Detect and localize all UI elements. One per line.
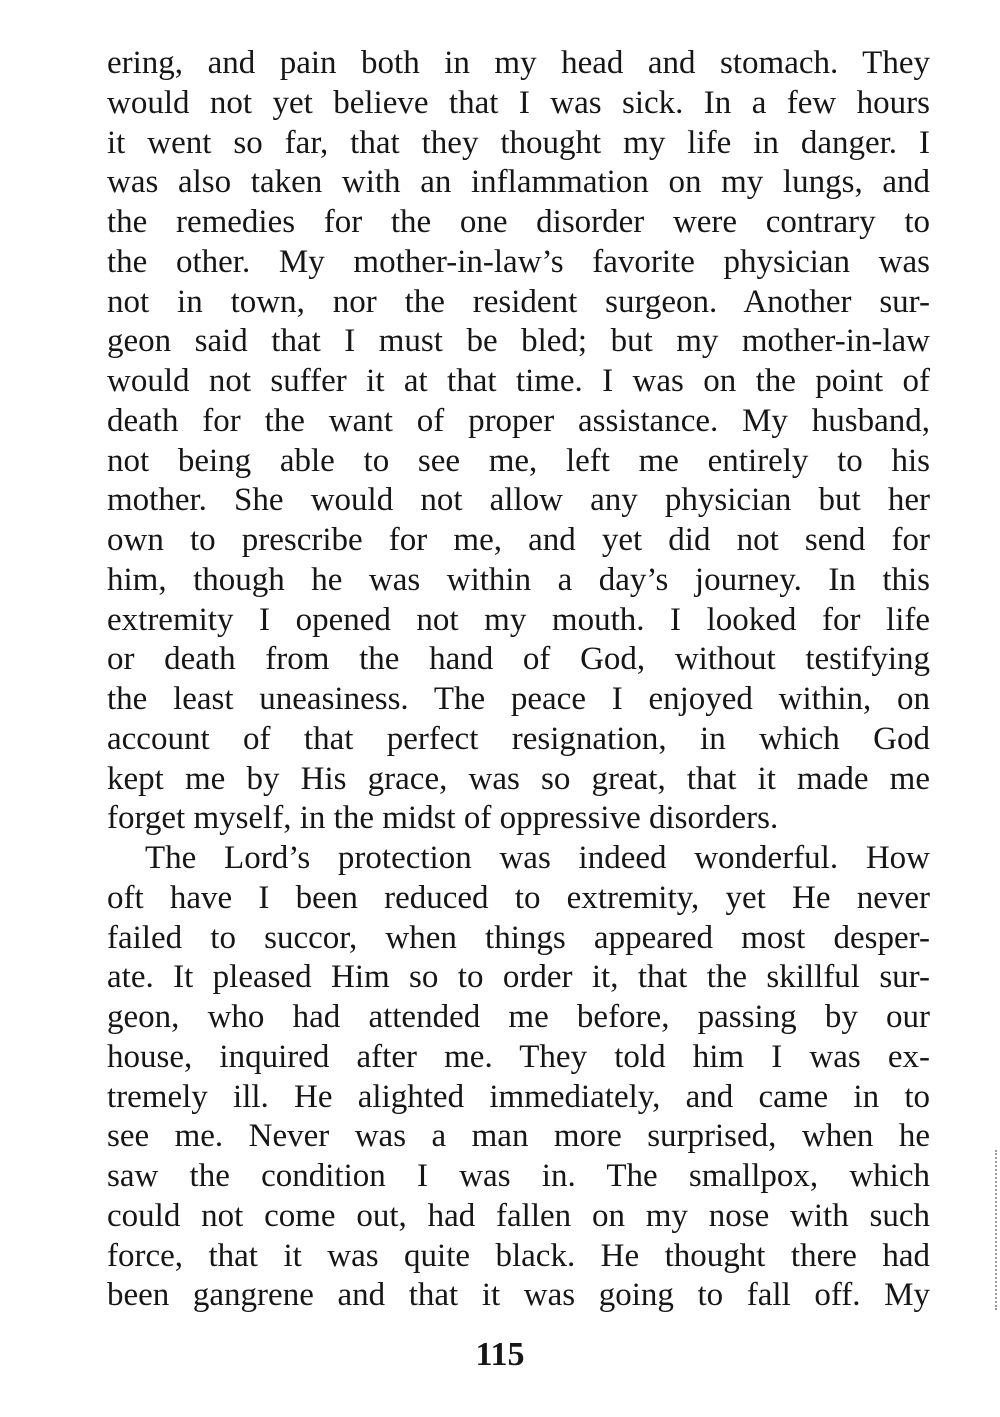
text-line: ate. It pleased Him so to order it, that the skillful sur-: [107, 959, 930, 996]
text-line: oft have I been reduced to extremity, yet He never: [107, 879, 930, 916]
text-line: force, that it was quite black. He thought there had: [107, 1237, 930, 1274]
text-line: tremely ill. He alighted immediately, and came in to: [107, 1078, 930, 1115]
text-line: or death from the hand of God, without testifying: [107, 641, 930, 678]
text-line: could not come out, had fallen on my nose with such: [107, 1197, 930, 1234]
text-line: the remedies for the one disorder were contrary to: [107, 204, 930, 240]
text-line: failed to succor, when things appeared most desper-: [107, 919, 930, 956]
text-line: was also taken with an inflammation on my lungs, and: [107, 164, 930, 201]
text-line: see me. Never was a man more surprised, when he: [107, 1118, 930, 1155]
text-line: would not suffer it at that time. I was on the point of: [107, 363, 930, 399]
text-line: him, though he was within a day’s journey. In this: [107, 561, 930, 598]
text-line: it went so far, that they thought my life in danger. I: [107, 124, 930, 161]
text-line: mother. She would not allow any physician but her: [107, 482, 930, 519]
text-line: ering, and pain both in my head and stomach. They: [107, 45, 930, 81]
text-line: forget myself, in the midst of oppressive disorders.: [107, 800, 779, 837]
page-edge-dots: [995, 1150, 999, 1310]
text-line: would not yet believe that I was sick. In a few hours: [107, 84, 930, 121]
paragraph-2: [107, 839, 930, 1316]
text-line: own to prescribe for me, and yet did not send for: [107, 522, 930, 558]
text-line: house, inquired after me. They told him I was ex-: [107, 1038, 930, 1075]
paragraph-1: [107, 44, 930, 839]
text-line: been gangrene and that it was going to fall off. My: [107, 1277, 930, 1314]
page-number: 115: [475, 1336, 525, 1373]
text-line: account of that perfect resignation, in which God: [107, 720, 930, 757]
text-line: not in town, nor the resident surgeon. Another sur-: [107, 283, 930, 320]
body-text: [107, 44, 930, 1316]
text-line: kept me by His grace, was so great, that it made me: [107, 760, 930, 797]
text-line: saw the condition I was in. The smallpox, which: [107, 1158, 930, 1194]
text-line: geon said that I must be bled; but my mother-in-law: [107, 323, 930, 360]
text-line: geon, who had attended me before, passing by our: [107, 999, 930, 1035]
text-line: the other. My mother-in-law’s favorite physician was: [107, 243, 930, 280]
text-line: not being able to see me, left me entirely to his: [107, 442, 930, 479]
text-line: the least uneasiness. The peace I enjoyed within, on: [107, 681, 930, 717]
text-line: The Lord’s protection was indeed wonderful. How: [145, 840, 930, 876]
text-line: extremity I opened not my mouth. I looked for life: [107, 601, 930, 638]
text-line: death for the want of proper assistance. My husband,: [107, 402, 930, 439]
